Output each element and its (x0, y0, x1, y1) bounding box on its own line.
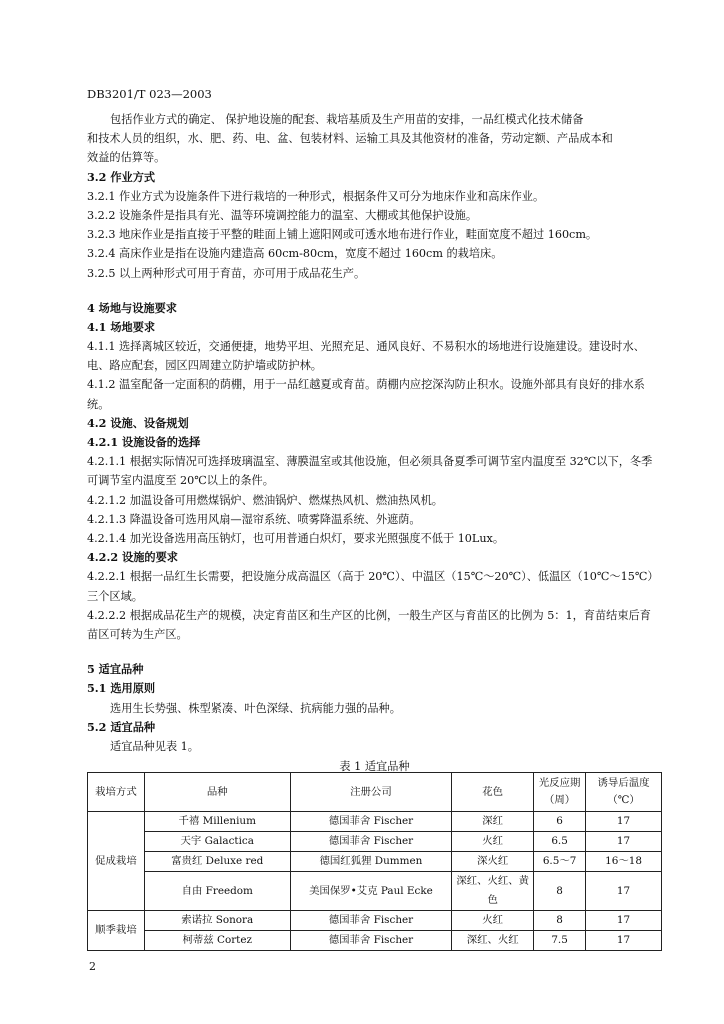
table-row (88, 852, 662, 872)
clause-5-1-text: 选用生长势强、株型紧凑、叶色深绿、抗病能力强的品种。 (110, 701, 401, 715)
cell-company: 德国红狐狸 Dummen (290, 852, 452, 872)
section-heading-4-2-2: 4.2.2 设施的要求 (87, 550, 178, 565)
section-heading-3-2: 3.2 作业方式 (87, 169, 156, 184)
cell-response: 8 (534, 911, 586, 931)
clause-3-2-2: 3.2.2 设施条件是指具有光、温等环境调控能力的温室、大棚或其他保护设施。 (87, 208, 478, 222)
cell-method: 促成栽培 (88, 812, 145, 911)
clause-4-2-2-2: 4.2.2.2 根据成品花生产的规模，决定育苗区和生产区的比例，一般生产区与育苗区的比例为 5：1，育苗结束后育苗区可转为生产区。 (87, 608, 651, 642)
clause-3-2-5: 3.2.5 以上两种形式可用于育苗，亦可用于成品花生产。 (87, 266, 366, 280)
section-heading-4-2-1: 4.2.1 设施设备的选择 (87, 435, 201, 450)
table-row (88, 832, 662, 852)
clause-4-1-1: 4.1.1 选择离城区较近，交通便捷，地势平坦、光照充足、通风良好、不易积水的场地进行设施建设。建设时水、电、路应配套，园区四周建立防护墙或防护林。 (87, 340, 645, 373)
clause-4-2-1-1: 4.2.1.1 根据实际情况可选择玻璃温室、薄膜温室或其他设施，但必须具备夏季可调节室内温度至 32℃以下，冬季可调节室内温度至 20℃以上的条件。 (87, 455, 653, 488)
header-company: 注册公司 (290, 773, 452, 812)
paragraph-intro-line: 效益的估算等。 (87, 151, 166, 165)
cell-temp: 17 (586, 812, 662, 832)
header-temperature-unit: （℃） (607, 794, 640, 806)
cell-company: 德国菲舍 Fischer (290, 832, 452, 852)
clause-3-2-3: 3.2.3 地床作业是指直接于平整的畦面上铺上遮阳网或可透水地布进行作业，畦面宽度不超过 160cm。 (87, 228, 598, 242)
cell-variety: 天宇 Galactica (144, 832, 290, 852)
table-caption: 表 1 适宜品种 (339, 760, 410, 774)
cell-company: 德国菲舍 Fischer (290, 812, 452, 832)
page-number: 2 (89, 960, 96, 973)
table-header-row (88, 773, 662, 812)
cell-temp: 17 (586, 931, 662, 951)
clause-5-2-text: 适宜品种见表 1。 (110, 739, 199, 753)
clause-3-2-1: 3.2.1 作业方式为设施条件下进行栽培的一种形式，根据条件又可分为地床作业和高床作业。 (87, 189, 545, 203)
document-body (87, 110, 662, 776)
cell-variety: 自由 Freedom (144, 872, 290, 911)
cell-company: 美国保罗•艾克 Paul Ecke (290, 872, 452, 911)
table-row (88, 911, 662, 931)
header-color: 花色 (452, 773, 534, 812)
cell-method: 顺季栽培 (88, 911, 145, 951)
section-heading-4-1: 4.1 场地要求 (87, 319, 156, 334)
clause-4-2-1-4: 4.2.1.4 加光设备选用高压钠灯，也可用普通白炽灯，要求光照强度不低于 10Lux。 (87, 532, 505, 546)
cell-temp: 17 (586, 872, 662, 911)
paragraph-intro-line: 包括作业方式的确定、 保护地设施的配套、栽培基质及生产用苗的安排，一品红模式化技术储备 (110, 113, 584, 126)
header-method: 栽培方式 (88, 773, 145, 812)
document-code: DB3201/T 023—2003 (87, 87, 212, 101)
header-response-period (534, 773, 586, 812)
cell-response: 6.5～7 (534, 852, 586, 872)
cell-temp: 17 (586, 832, 662, 852)
cell-variety: 富贵红 Deluxe red (144, 852, 290, 872)
cell-color: 深火红 (452, 852, 534, 872)
section-heading-5: 5 适宜品种 (87, 662, 144, 677)
section-heading-5-2: 5.2 适宜品种 (87, 719, 156, 734)
cell-color: 深红、火红 (452, 931, 534, 951)
cell-variety: 千禧 Millenium (144, 812, 290, 832)
header-response-unit: （周） (544, 794, 576, 806)
cell-response: 8 (534, 872, 586, 911)
cell-temp: 16～18 (586, 852, 662, 872)
table-row (88, 931, 662, 951)
cell-response: 7.5 (534, 931, 586, 951)
cell-variety: 柯蒂兹 Cortez (144, 931, 290, 951)
clause-3-2-4: 3.2.4 高床作业是指在设施内建造高 60cm-80cm，宽度不超过 160cm 的栽培床。 (87, 247, 503, 261)
header-variety: 品种 (144, 773, 290, 812)
cell-company: 德国菲舍 Fischer (290, 911, 452, 931)
section-heading-4-2: 4.2 设施、设备规划 (87, 415, 189, 430)
cell-color: 深红 (452, 812, 534, 832)
header-response-label: 光反应期 (538, 777, 581, 789)
cell-variety: 索诺拉 Sonora (144, 911, 290, 931)
header-temperature (586, 773, 662, 812)
section-heading-5-1: 5.1 选用原则 (87, 681, 156, 696)
cell-temp: 17 (586, 911, 662, 931)
cell-color: 深红、火红、黄色 (452, 872, 534, 911)
cell-color: 火红 (452, 911, 534, 931)
cell-color: 火红 (452, 832, 534, 852)
cell-response: 6.5 (534, 832, 586, 852)
paragraph-intro-line: 和技术人员的组织，水、肥、药、电、盆、包装材料、运输工具及其他资材的准备，劳动定额、产品成本和 (87, 132, 613, 146)
clause-4-2-1-3: 4.2.1.3 降温设备可选用风扇—湿帘系统、喷雾降温系统、外遮荫。 (87, 512, 421, 526)
table-row (88, 872, 662, 911)
clause-4-1-2: 4.1.2 温室配备一定面积的荫棚，用于一品红越夏或育苗。荫棚内应挖深沟防止积水。设施外部具有良好的排水系统。 (87, 378, 645, 411)
varieties-table (87, 772, 662, 951)
cell-response: 6 (534, 812, 586, 832)
cell-company: 德国菲舍 Fischer (290, 931, 452, 951)
section-heading-4: 4 场地与设施要求 (87, 300, 177, 315)
clause-4-2-2-1: 4.2.2.1 根据一品红生长需要，把设施分成高温区（高于 20℃）、中温区（15℃～20℃）、低温区（10℃～15℃）三个区域。 (87, 570, 659, 603)
clause-4-2-1-2: 4.2.1.2 加温设备可用燃煤锅炉、燃油锅炉、燃煤热风机、燃油热风机。 (87, 493, 443, 507)
header-temperature-label: 诱导后温度 (597, 777, 650, 789)
table-row (88, 812, 662, 832)
